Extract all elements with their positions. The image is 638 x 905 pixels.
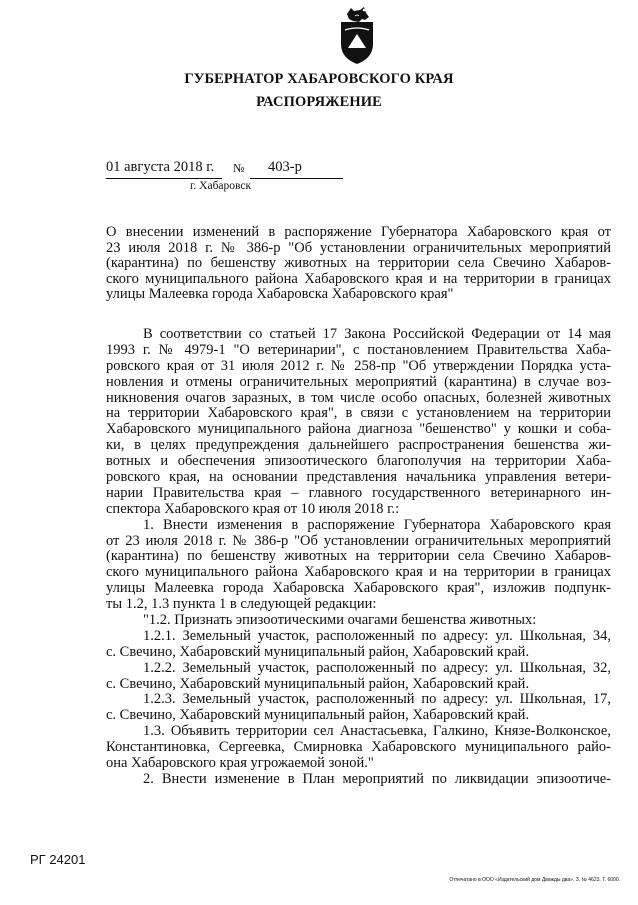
body-line: 1. Внести изменения в распоряжение Губернатора Хабаровского края <box>143 516 611 533</box>
body-line: вотных и обеспечения эпизоотического благополучия на территории Хаба- <box>106 453 611 470</box>
body-line: ровского края от 31 июля 2012 г. № 258-пр "Об утверждении Порядка уста- <box>106 357 611 374</box>
body-line: с. Свечино, Хабаровский муниципальный район, Хабаровский край. <box>106 707 530 724</box>
subject-line: улицы Малеевка города Хабаровска Хабаровского края" <box>106 286 454 302</box>
body-line: 1.3. Объявить территории сел Анастасьевка, Галкино, Князе-Волконское, <box>143 723 611 740</box>
body-line: с. Свечино, Хабаровский муниципальный район, Хабаровский край. <box>106 675 530 692</box>
subject-line: (карантина) по бешенству животных на территории села Свечино Хабаров- <box>106 255 611 271</box>
body-line: ты 1.2, 1.3 пункта 1 в следующей редакции: <box>106 596 377 613</box>
body-line: на территории Хабаровского края", в связи с установлением на территории <box>106 405 611 422</box>
registration-code: РГ 24201 <box>30 852 86 867</box>
body-line: 2. Внести изменение в План мероприятий по ликвидации эпизоотиче- <box>143 770 611 787</box>
subject-line: 23 июля 2018 г. № 386-р "Об установлении ограничительных мероприятий <box>106 239 611 256</box>
number-sign: № <box>233 161 245 175</box>
body-line: (карантина) по бешенству животных на территории села Свечино Хабаров- <box>106 548 611 565</box>
date-underline <box>106 178 222 179</box>
body-line: никновения очагов заразных, в том числе особо опасных, болезней животных <box>106 389 611 406</box>
body-line: Константиновка, Сергеевка, Смирновка Хабаровского муниципального райо- <box>106 739 611 756</box>
body-line: 1.2.2. Земельный участок, расположенный по адресу: ул. Школьная, 32, <box>143 659 611 676</box>
document-body <box>106 327 611 788</box>
body-line: от 23 июля 2018 г. № 386-р "Об установлении ограничительных мероприятий <box>106 532 611 549</box>
subject-line: О внесении изменений в распоряжение Губернатора Хабаровского края от <box>106 224 611 240</box>
issuing-authority: ГУБЕРНАТОР ХАБАРОВСКОГО КРАЯ <box>184 71 454 87</box>
body-line: 1993 г. № 4979-1 "О ветеринарии", с постановлением Правительства Хаба- <box>106 341 611 358</box>
number-underline <box>250 178 343 179</box>
body-line: ровского края, на основании представления начальника управления ветери- <box>106 469 611 486</box>
body-line: спектора Хабаровского края от 10 июля 2018 г.: <box>106 500 400 517</box>
document-number: 403-р <box>268 159 302 175</box>
printer-note: Отпечатано в ООО «Издательский дом Дважды два». З. № 4623. Т. 6000. <box>449 877 620 883</box>
body-line: 1.2.1. Земельный участок, расположенный по адресу: ул. Школьная, 34, <box>143 627 611 644</box>
body-line: ского муниципального района Хабаровского края и на территории в границах <box>106 564 611 581</box>
body-line: 1.2.3. Земельный участок, расположенный по адресу: ул. Школьная, 17, <box>143 691 611 708</box>
body-line: В соответствии со статьей 17 Закона Российской Федерации от 14 мая <box>143 326 611 342</box>
body-line: с. Свечино, Хабаровский муниципальный район, Хабаровский край. <box>106 643 530 660</box>
document-city: г. Хабаровск <box>190 180 252 192</box>
body-line: улицы Малеевка города Хабаровска Хабаровского края", изложив подпунк- <box>106 580 611 597</box>
subject-line: ского муниципального района Хабаровского края и на территории в границах <box>106 270 611 287</box>
coat-of-arms-icon <box>335 4 379 68</box>
document-subject <box>106 225 611 303</box>
body-line: она Хабаровского края угрожаемой зоной." <box>106 755 374 772</box>
body-line: новления и отмены ограничительных мероприятий (карантина) в случае воз- <box>106 373 611 390</box>
body-line: Хабаровского муниципального района диагноза "бешенство" у кошки и соба- <box>106 421 611 438</box>
body-line: "1.2. Признать эпизоотическими очагами бешенства животных: <box>143 612 537 629</box>
body-line: ки, в целях предупреждения дальнейшего распространения бешенства жи- <box>106 437 611 454</box>
date-number-line <box>106 159 302 176</box>
document-type: РАСПОРЯЖЕНИЕ <box>256 94 382 110</box>
body-line: нарии Правительства края – главного государственного ветеринарного ин- <box>106 484 611 501</box>
document-date: 01 августа 2018 г. <box>106 159 215 175</box>
